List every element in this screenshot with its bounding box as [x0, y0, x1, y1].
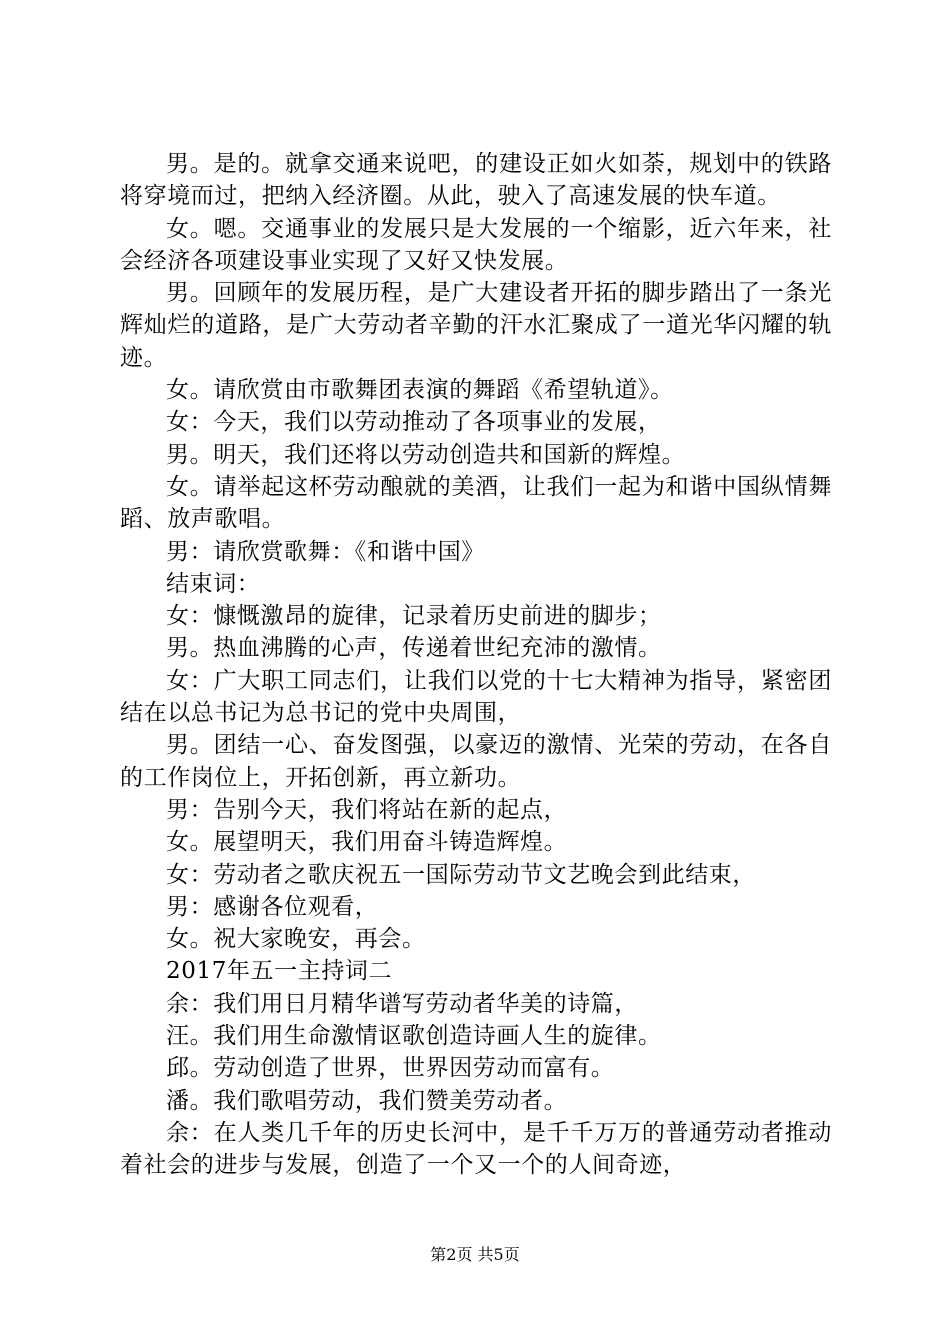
- paragraph: 女：慷慨激昂的旋律，记录着历史前进的脚步；: [166, 603, 662, 630]
- document-body: [120, 148, 832, 1182]
- paragraph: 女。请欣赏由市歌舞团表演的舞蹈《希望轨道》。: [166, 377, 674, 404]
- paragraph: 男。热血沸腾的心声，传递着世纪充沛的激情。: [166, 635, 662, 662]
- paragraph: 余：在人类几千年的历史长河中，是千千万万的普通劳动者推动着社会的进步与发展，创造了一个又一个的人间奇迹，: [120, 1119, 832, 1179]
- section-heading: 结束词：: [166, 570, 261, 597]
- paragraph: 汪。我们用生命激情讴歌创造诗画人生的旋律。: [166, 1023, 662, 1050]
- paragraph: 男。明天，我们还将以劳动创造共和国新的辉煌。: [166, 441, 686, 468]
- paragraph: 男：感谢各位观看，: [166, 893, 379, 920]
- paragraph: 邱。劳动创造了世界，世界因劳动而富有。: [166, 1055, 615, 1082]
- paragraph: 女。嗯。交通事业的发展只是大发展的一个缩影，近六年来，社会经济各项建设事业实现了又好又快发展。: [120, 215, 832, 274]
- paragraph: 女：今天，我们以劳动推动了各项事业的发展，: [166, 409, 662, 436]
- page-number-footer: 第2页 共5页: [430, 1245, 520, 1264]
- paragraph: 女：劳动者之歌庆祝五一国际劳动节文艺晚会到此结束，: [166, 861, 756, 888]
- paragraph: 女：广大职工同志们，让我们以党的十七大精神为指导，紧密团结在以总书记为总书记的党中央周围，: [120, 667, 832, 727]
- paragraph: 潘。我们歌唱劳动，我们赞美劳动者。: [166, 1087, 568, 1114]
- paragraph: 男。团结一心、奋发图强，以豪迈的激情、光荣的劳动，在各自的工作岗位上，开拓创新，再立新功。: [120, 732, 832, 791]
- section-heading: 2017年五一主持词二: [166, 958, 393, 985]
- paragraph: 男。是的。就拿交通来说吧，的建设正如火如荼，规划中的铁路将穿境而过，把纳入经济圈。从此，驶入了高速发展的快车道。: [120, 151, 832, 210]
- paragraph: 男：告别今天，我们将站在新的起点，: [166, 796, 568, 823]
- paragraph: 男：请欣赏歌舞：《和谐中国》: [166, 538, 485, 565]
- paragraph: 女。祝大家晚安，再会。: [166, 926, 426, 953]
- paragraph: 余：我们用日月精华谱写劳动者华美的诗篇，: [166, 990, 638, 1017]
- paragraph: 男。回顾年的发展历程，是广大建设者开拓的脚步踏出了一条光辉灿烂的道路，是广大劳动者辛勤的汗水汇聚成了一道光华闪耀的轨迹。: [120, 280, 832, 371]
- paragraph: 女。请举起这杯劳动酿就的美酒，让我们一起为和谐中国纵情舞蹈、放声歌唱。: [120, 473, 832, 533]
- paragraph: 女。展望明天，我们用奋斗铸造辉煌。: [166, 829, 568, 856]
